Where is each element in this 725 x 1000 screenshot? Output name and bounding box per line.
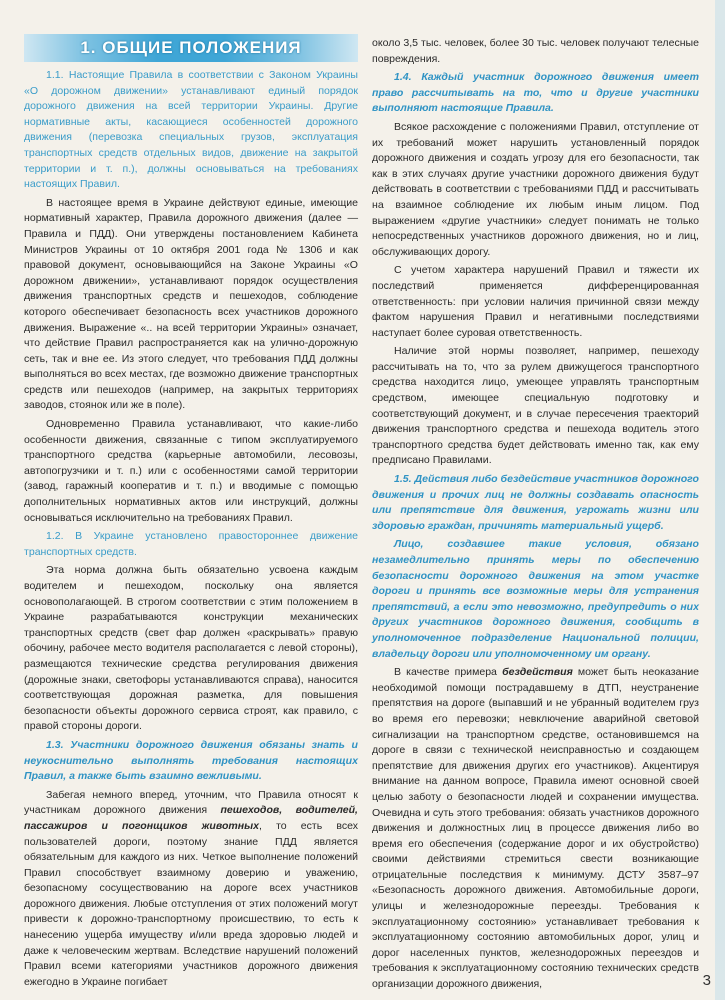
right-column	[372, 36, 699, 996]
rule-1-1: 1.1. Настоящие Правила в соответствии с Законом Украины «О дорожном движении» устанавливают единый порядок дорожного движения на всей территории Украины. Другие нормативные акты, касающиеся особенностей дорожного движения (перевозка специальных грузов, эксплуатация транспортных средств отдельных видов, движение на закрытой территории и т. п.), должны основываться на требованиях настоящих Правил.	[24, 69, 358, 191]
text-span: может быть неоказание необходимой помощи пострадавшему в ДТП, неустранение препятствия на дороге (выпавший и не убранный водителем груз во время его перевозки; невключение аварийной световой сигнализации на транспортном средстве, остановившемся на дороге в связи с технической неисправностью и создающем препятствие для движения других его участников). Акцентируя внимание на данном вопросе, Правила имеют основной своей целью заботу о безопасности людей и сохранении имущества. Очевидна и суть этого требования: обязать участников дорожного движения и должностных лиц в процессе движения либо во время его обеспечения (содержание дорог и их обустройство) своими действиями стремиться свести возникающие отрицательные последствия к минимуму. ДСТУ 3587–97 «Безопасность дорожного движения. Автомобильные дороги, улицы и железнодорожные переезды. Требования к эксплуатационному состоянию» устанавливает требования к эксплуатационному состоянию автомобильных дорог, улиц и дорог населенных пунктов, железнодорожных переездов и требования к эксплуатационному состоянию технических средств организации дорожного движения,	[372, 666, 699, 991]
paragraph: около 3,5 тыс. человек, более 30 тыс. человек получают телесные повреждения.	[372, 37, 699, 65]
paragraph: В настоящее время в Украине действуют единые, имеющие нормативный характер, Правила дорожного движения (далее — Правила и ПДД). Они утверждены постановлением Кабинета Министров Украины от 10 октября 2001 года № 1306 и как правовой документ, основывающийся на Законе Украины «О дорожном движении», устанавливают порядок осуществления движения транспортных средств и пешеходов, соблюдение которого обеспечивает безопасность всех участников дорожного движения. Выражение «.. на всей территории Украины» означает, что действие Правил распространяется как на улично-дорожную сеть, так и вне ее. Из этого следует, что требования ПДД должны выполняться во всех местах, где возможно движение транспортных средств или пешеходов (например, на закрытых территориях заводов, стоянок или же в поле).	[24, 196, 358, 412]
paragraph: Одновременно Правила устанавливают, что какие-либо особенности движения, связанные с типом эксплуатируемого транспортного средства (карьерные автомобили, лесовозы, автопогрузчики и т. п.) или с особенностями самой территории (завод, гаражный кооператив и т. п.) и вводимые с помощью дополнительных нормативных актов или инструкций, должны основываться исключительно на требованиях Правил.	[24, 418, 358, 524]
rule-1-5: 1.5. Действия либо бездействие участников дорожного движения и прочих лиц не должны создавать опасность или препятствие для движения, угрожать жизни или здоровью граждан, причинять материальный ущерб.	[372, 473, 699, 532]
emphasis-text: пешеходов, водителей, пассажиров и погонщиков животных	[24, 804, 358, 832]
section-heading: 1. ОБЩИЕ ПОЛОЖЕНИЯ	[80, 38, 302, 58]
rule-1-2: 1.2. В Украине установлено правостороннее движение транспортных средств.	[24, 530, 358, 558]
paragraph	[24, 788, 358, 991]
rule-1-3: 1.3. Участники дорожного движения обязаны знать и неукоснительно выполнять требования настоящих Правил, а также быть взаимно вежливыми.	[24, 738, 358, 783]
paragraph: Всякое расхождение с положениями Правил, отступление от их требований может нарушить установленный порядок дорожного движения и создать угрозу для его безопасности, так как в этих случаях другие участники дорожного движения будут действовать в соответствии с требованиями ПДД и рассчитывать на взаимное соблюдение их любым иным лицом. Под выражением «другие участники» следует понимать не только непосредственных участников дорожного движения, но и лиц, обслуживающих дорогу.	[372, 120, 699, 258]
rule-1-5-continued: Лицо, создавшее такие условия, обязано незамедлительно принять меры по обеспечению безопасности дорожного движения на этом участке дороги и принять все возможные меры для устранения препятствий, а если это невозможно, предупредить о них других участников дорожного движения, сообщить в уполномоченное подразделение Национальной полиции, владельцу дороги или уполномоченному им органу.	[372, 538, 699, 660]
paragraph	[372, 665, 699, 992]
page-edge-decoration	[715, 0, 725, 1000]
rule-1-4: 1.4. Каждый участник дорожного движения имеет право рассчитывать на то, что и другие участники выполняют настоящие Правила.	[372, 71, 699, 115]
paragraph: Наличие этой нормы позволяет, например, пешеходу рассчитывать на то, что за рулем движущегося транспортного средства находится лицо, умеющее управлять транспортным средством, имеющее специальную подготовку и соответствующий документ, и в случае пересечения траекторий движения транспортного средства и пешехода водитель этого транспортного средства будет действовать именно так, как ему предписано Правилами.	[372, 345, 699, 467]
paragraph: Эта норма должна быть обязательно усвоена каждым водителем и пешеходом, поскольку она является основополагающей. В строгом соответствии с этим положением в Украине разрабатываются конструкции механических транспортных средств (свет фар должен «раскрывать» правую обочину, рабочее место водителя располагается с левой стороны), размещаются технические средства регулирования движения (дорожные знаки, светофоры устанавливаются справа), наносится соответствующая дорожная разметка, для повышения безопасности объекты дорожного сервиса строят, как правило, с правой стороны дороги.	[24, 564, 358, 733]
paragraph: С учетом характера нарушений Правил и тяжести их последствий применяется дифференцированная ответственность: при условии наличия причинной связи между фактом нарушения Правил и негативными последствиями наступает более суровая ответственность.	[372, 264, 699, 339]
section-heading-banner	[24, 34, 358, 62]
text-span: Забегая немного вперед, уточним, что Правила относят к участникам дорожного движения	[24, 788, 358, 817]
text-span: В качестве примера	[394, 666, 503, 679]
emphasis-text: бездействия	[502, 666, 573, 679]
text-span: , то есть всех пользователей дороги, поэтому знание ПДД является обязательным для каждого из них. Четкое выполнение положений Правил способствует взаимному доверию и уважению, безопасному сосуществованию на дороге всех участников дорожного движения. Любые отступления от этих положений могут привести к дорожно-транспортному происшествию, то есть к нанесению ущерба имуществу и/или вреда здоровью людей и даже к человеческим жертвам. Вследствие нарушений положений Правил всеми категориями участников дорожного движения ежегодно в Украине погибает	[24, 819, 358, 988]
page-number: 3	[702, 972, 711, 989]
left-column	[24, 34, 358, 993]
